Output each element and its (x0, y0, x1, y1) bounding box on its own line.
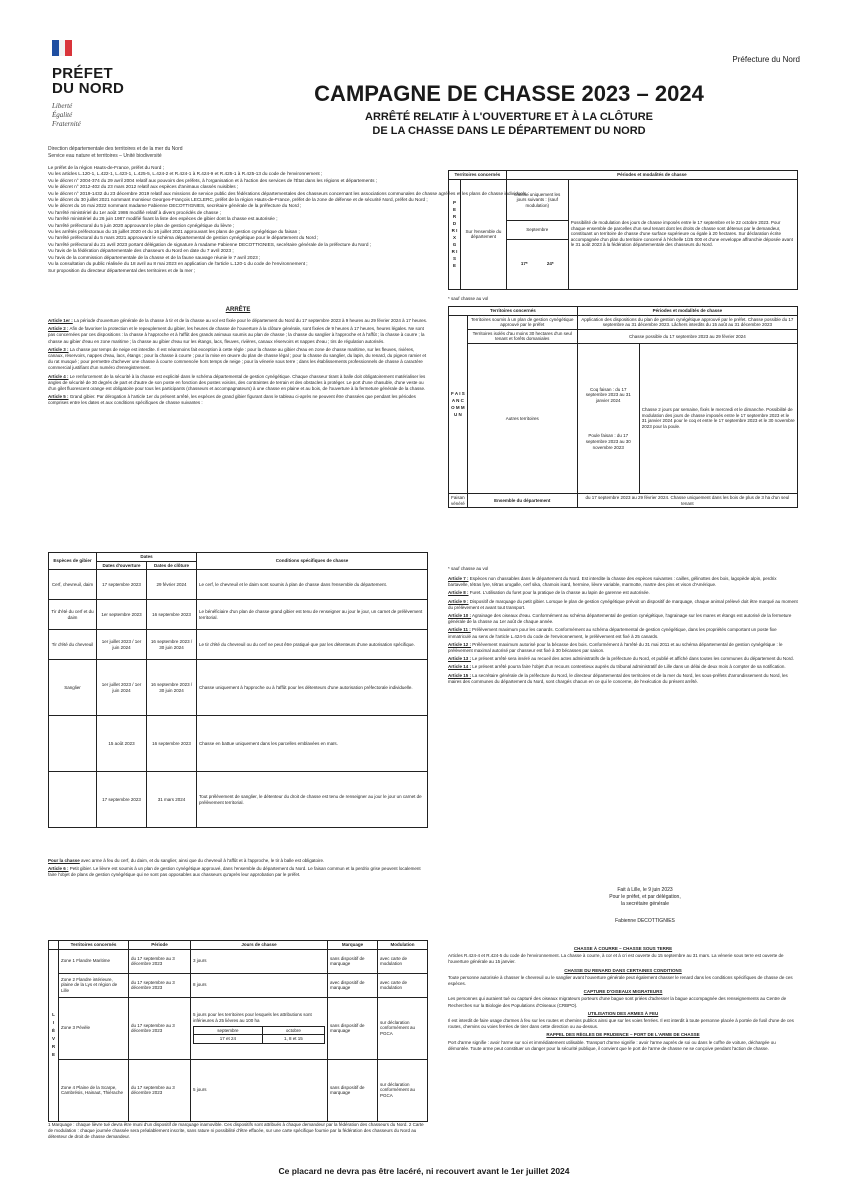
cell-text: sur déclaration conformément au PGCA (380, 1019, 416, 1036)
table-row (49, 630, 428, 660)
article-text: Espèces non chassables dans le département du Nord. Est interdite la chasse des espèces suivantes : cailles, gélinottes des bois, lagopède alpin, perdrix bartavelle, tétras lyre, tétras urogalle, cerf sika, chamois isard, hermine, lièvre variable, marmotte, martre des pins et vison d'Amérique. (448, 576, 777, 588)
arrete-heading: ARRÊTE (225, 307, 251, 313)
table-row (49, 949, 428, 973)
faisan-r3text: Chasse 2 jours par semaine, fixés le mercredi et le dimanche. Possibilité de modulation des jours de chasse imposés entre le 17 septembre 2023 et le 31 janvier 2024 pour le coq et entre le 17 septembre 2023 et le 30 novembre 2023 pour la poule. (639, 343, 797, 493)
cell-text: 5 jours (193, 1087, 207, 1093)
th-modulation: Modulation (378, 941, 428, 950)
faisan-poule: Poule faisan : du 17 septembre 2023 au 30 novembre 2023 (585, 433, 631, 450)
footer-notice: Ce placard ne devra pas être lacéré, ni recouvert avant le 1er juillet 2024 (278, 1166, 570, 1176)
article-heading: Article 6 : (48, 866, 69, 872)
articles-right (448, 576, 798, 884)
preamble-line: Vu les arrêtés préfectoraux du 15 juillet 2020 et du 16 juillet 2021 approuvant les plans de gestion cynégétique du faisan ; (48, 229, 300, 235)
perdrix-vertical-label: P E R D R I X G R I S E (449, 179, 461, 289)
article-heading: Article 14 : (448, 664, 472, 670)
section-text: Toute personne autorisée à chasser le chevreuil ou le sanglier avant l'ouverture générale peut également chasser le renard dans les conditions spécifiques de chasse de ces espèces. (448, 974, 793, 987)
table-cell: Tir d'été du cerf et du daim (49, 600, 97, 630)
article-paragraph (448, 656, 798, 662)
article-paragraph (448, 590, 798, 596)
cell-text: 8 jours (193, 982, 207, 988)
cell-text: 3 jours (193, 958, 207, 964)
marianne-logo (52, 40, 72, 56)
ddtm-line1: Direction départementale des territoires et de la mer du Nord (48, 146, 183, 152)
perdrix-text: Possibilité de modulation des jours de chasse imposés entre le 17 septembre et le 22 octobre 2023. Pour chaque ensemble de parcelles d'un seul tenant dont les droits de chasse sont détenus par le demandeur, constituant un territoire de chasse d'une surface supérieure ou égale à 20 hectares. Sur déclaration écrite accompagnée d'un plan du territoire concerné à l'échelle 1/25 000 et d'une enveloppe affranchie déposée avant le 31 août 2023 à la fédération départementale des chasseurs du Nord. (568, 179, 797, 289)
preamble-line: Vu le décret n° 2019-1432 du 23 décembre 2019 relatif aux missions de service public des fédérations départementales des chasseurs concernant les associations communales de chasse agréées et les plans de chasse individuels ; (48, 190, 529, 196)
cell-text: du 17 septembre au 3 décembre 2023 (131, 979, 175, 991)
table-cell (191, 1059, 328, 1121)
article-heading: Article 7 : (448, 576, 469, 581)
cell-text: avec carte de modulation (380, 979, 408, 991)
table-cell (129, 973, 191, 997)
article-paragraph (48, 866, 428, 878)
cell-text: du 17 septembre au 3 décembre 2023 (131, 1084, 175, 1096)
subtable-row (194, 1026, 325, 1035)
article-heading: Article 9 : (448, 598, 469, 604)
preamble-line: Vu l'arrêté préfectoral du 21 avril 2023 portant délégation de signature à madame Fabienne DECOTTIGNIES, secrétaire générale de la préfecture du Nord ; (48, 241, 372, 247)
article-text: Prélèvement maximum pour les canards. Conformément au schéma départemental de gestion cynégétique, dans les propriétés comportant un poste fixe immatriculé au sens de l'article L.424-5 du code de l'environnement, le prélèvement est fixé à 25 canards. (448, 627, 777, 639)
prefet-line1: PRÉFET (52, 65, 113, 82)
article-text: Furet. L'utilisation du furet pour la pratique de la chasse au lapin de garenne est autorisée. (468, 590, 650, 596)
article-text: Afin de favoriser la protection et le repeuplement du gibier, les heures de chasse de l'ouverture à la clôture générale, sont fixées de 9 heures à 17 heures, heures légales. Ne sont pas concernées par ces dispositions : la chasse à l'approche et à l'affût des grands animaux soumis au plan de chasse ; la chasse du sanglier à l'approche et à l'affût ; la chasse à courre ; la chasse au gibier d'eau en zone maritime ; la chasse au gibier d'eau sur les étangs, lacs, fleuves, rivières, canaux réservoirs et nappes d'eau ; tirs de régulation autorisés. (48, 326, 425, 344)
table-cell (328, 973, 378, 997)
table-cell (59, 997, 129, 1059)
th-dates: Dates (97, 553, 197, 562)
devise-egalite: Égalité (52, 111, 73, 119)
article-paragraph (448, 576, 798, 588)
cell-text: avec carte de modulation (380, 955, 408, 967)
prefecture-label: Préfecture du Nord (732, 55, 800, 64)
signature-name: Fabienne DECOTTIGNIES (615, 918, 675, 924)
perdrix-note: * sauf chasse au vol (448, 296, 489, 301)
subtable-row (194, 1035, 325, 1044)
faisan-r1a: Territoires soumis à un plan de gestion cynégétique approuvé par le préfet (467, 315, 577, 329)
table-cell (59, 949, 129, 973)
perdrix-jours: chasse uniquement les jours suivants : (sauf modulation) (506, 179, 568, 221)
preamble-line: Le préfet de la région Hauts-de-France, préfet du Nord ; (48, 165, 164, 170)
table-cell: 16 septembre 2023 (147, 600, 197, 630)
th-jours: Jours de chasse (191, 941, 328, 950)
page-title: CAMPAGNE DE CHASSE 2023 – 2024 (314, 81, 704, 106)
article-paragraph (448, 613, 798, 625)
preamble-line: Vu le décret du 16 mai 2022 nommant madame Fabienne DECOTTIGNIES, secrétaire générale de la préfecture du Nord ; (48, 203, 302, 209)
th-especes: Espèces de gibier (49, 553, 97, 570)
article-heading: Article 15 : (448, 672, 472, 678)
article-paragraph (448, 664, 798, 670)
faisan-coq: Coq faisan : du 17 septembre 2023 au 31 janvier 2024 (585, 386, 631, 403)
table-cell: 31 mars 2024 (147, 772, 197, 828)
table-cell: Tout prélèvement de sanglier, le détenteur du droit de chasse est tenu de renseigner au jour le jour un carnet de prélèvement territorial. (197, 772, 428, 828)
faisan-r1b: Application des dispositions du plan de gestion cynégétique approuvé par le préfet. Chasse possible du 17 septembre au 31 décembre 2023. Lâchers interdits du 15 août au 31 décembre 2023 (577, 315, 797, 329)
perdrix-day: 17* (520, 261, 528, 267)
cell-text: Zone 2 Flandre intérieure, plaine de la Lys et région de Lille (61, 976, 118, 993)
table-cell: Sanglier (49, 660, 97, 716)
lievre-vertical-label: L I È V R E (49, 949, 59, 1121)
faisan-r3a: Autres territoires (467, 343, 577, 493)
article-paragraph (48, 318, 428, 324)
faisan-table (448, 306, 798, 508)
article-heading: Article 5 : (48, 394, 69, 400)
devise-fraternite: Fraternité (52, 120, 81, 128)
articles-left-2 (48, 858, 428, 932)
article-text: La chasse par temps de neige est interdite. Il est néanmoins fait exception à cette règle : pour la chasse au gibier d'eau en zone de chasse maritime, sur les fleuves, rivières, canaux, réservoirs, nappes d'eau, lacs, étangs ; pour la chasse à courre ; pour la mise en œuvre du plan de chasse légal ; pour la chasse du sanglier, du lapin, du renard, du pigeon ramier et du rat musqué ; pour permettre d'achever une chasse à courre commencée hors temps de neige ; pour la vénerie sous terre ; dans les établissements professionnels de chasse à caractère commercial justifiant d'un numéro d'enregistrement. (48, 346, 427, 371)
article-text: Le présent arrêté pourra faire l'objet d'un recours contentieux auprès du tribunal administratif de Lille dans un délai de deux mois à compter de sa notification. (471, 664, 786, 670)
table-row (49, 570, 428, 600)
th-territoires: Territoires concernés (59, 941, 129, 950)
preamble-line: Vu les articles L.120-1, L.422-1, L.423-1, L.425-5, L.424-2 et R.424-1 à R.424-9 et R.425-1 à R.425-13 du code de l'environnement ; (48, 171, 323, 177)
cell-text: Zone 1 Flandre Maritime (61, 958, 111, 964)
table-cell: 17 septembre 2023 (97, 772, 147, 828)
article-paragraph (48, 858, 428, 864)
cell-text: du 17 septembre au 3 décembre 2023 (131, 1022, 175, 1034)
table-cell (59, 1059, 129, 1121)
prefet-line2: DU NORD (52, 80, 125, 97)
article-text: avec arme à feu du cerf, du daim, et du sanglier, ainsi que du chevreuil à l'affût et à l'approche, le tir à balle est obligatoire. (79, 858, 325, 863)
table-cell: Chasse uniquement à l'approche ou à l'affût pour les détenteurs d'une autorisation préfectorale individuelle. (197, 660, 428, 716)
preamble-line: Vu l'arrêté ministériel du 26 juin 1987 modifié fixant la liste des espèces de gibier dont la chasse est autorisée ; (48, 216, 278, 222)
section-heading: RAPPEL DES RÈGLES DE PRUDENCE – PORT DE L'ARME DE CHASSE (546, 1032, 700, 1038)
section-text: Port d'arme signifie : avoir l'arme sur soi et immédiatement utilisable. Transport d'arme signifie : avoir l'arme auprès de soi ou dans le coffre de voiture, déchargée ou démontée. Toute arme peut constituer un danger pour la sécurité publique, il convient que le port de l'arme de chasse ne se conçoive pendant l'action de chasse. (448, 1039, 776, 1051)
table-row (49, 772, 428, 828)
table-cell (129, 949, 191, 973)
th-faisan-periodes: Périodes et modalités de chasse (577, 307, 797, 316)
cell-text: du 17 septembre au 3 décembre 2023 (131, 955, 175, 967)
table-cell (191, 973, 328, 997)
table-cell (129, 997, 191, 1059)
table-cell: 1er juillet 2023 / 1er juin 2024 (97, 660, 147, 716)
table-row (49, 600, 428, 630)
perdrix-table (448, 170, 798, 290)
table-cell: Tir d'été du chevreuil (49, 630, 97, 660)
table-cell: 16 septembre 2023 / 30 juin 2024 (147, 660, 197, 716)
table-cell: Le tir d'été du chevreuil ou du cerf ne peut être pratiqué que par les détenteurs d'une autorisation spécifique. (197, 630, 428, 660)
grand-gibier-table (48, 552, 428, 828)
signature-date: Fait à Lille, le 9 juin 2023 (617, 887, 673, 893)
table-cell (49, 772, 97, 828)
faisan-r2a: Territoires isolés d'au moins 30 hectares d'un seul tenant et forêts domaniales (467, 329, 577, 343)
signature-line1: Pour le préfet, et par délégation, (609, 894, 681, 900)
table-cell: Le bénéficiaire d'un plan de chasse grand gibier est tenu de renseigner au jour le jour, un carnet de prélèvement territorial. (197, 600, 428, 630)
article-heading: Article 8 : (448, 590, 469, 596)
subtable-cell: 17 et 24 (194, 1035, 263, 1044)
table-cell (378, 997, 428, 1059)
table-row (49, 973, 428, 997)
th-perdrix-territoires: Territoires concernés (449, 171, 507, 180)
article-text: Petit gibier. Le lièvre est soumis à un plan de gestion cynégétique approuvé, dans l'ensemble du département du Nord. Le faisan commun et la perdrix grise peuvent localement faire l'objet de plans de gestion cynégétique qui ne sont pas opposables aux chasseurs qu'après leur approbation par le préfet. (48, 866, 421, 878)
table-cell: Le cerf, le chevreuil et le daim sont soumis à plan de chasse dans l'ensemble du département. (197, 570, 428, 600)
faisan-r4b: Ensemble du département (467, 493, 577, 507)
th-perdrix-periodes: Périodes et modalités de chasse (506, 171, 797, 180)
table-row (49, 716, 428, 772)
table-cell: 1er juillet 2023 / 1er juin 2024 (97, 630, 147, 660)
cell-text: Zone 4 Plaine de la Scarpe, Cambrésis, Hainaut, Thiérache (61, 1084, 123, 1096)
table-cell (49, 716, 97, 772)
cell-text: sur déclaration conformément au PGCA (380, 1081, 416, 1098)
faisan-coq-poule (577, 343, 639, 493)
faisan-r4a: Faisan vénéré (449, 493, 468, 507)
article-heading: Article 10 : (448, 613, 472, 619)
table-row (49, 1059, 428, 1121)
articles-left (48, 318, 428, 506)
article-heading: Article 11 : (448, 627, 471, 633)
devise-liberte: Liberté (52, 102, 73, 110)
table-cell (191, 997, 328, 1059)
table-cell (328, 1059, 378, 1121)
section-heading: UTILISATION DES ARMES À FEU (587, 1010, 659, 1016)
th-marquage: Marquage (328, 941, 378, 950)
article-heading: Article 12 : (448, 641, 472, 647)
article-paragraph (448, 599, 798, 611)
article-heading: Article 2 : (48, 326, 69, 332)
preamble-line: Vu la consultation du public réalisée du 18 avril au 8 mai 2023 en application de l'article L.120-1 du code de l'environnement ; (48, 261, 308, 267)
article-heading: Article 1er : (48, 318, 73, 323)
notes-bottom: 1 Marquage : chaque lièvre tué devra être muni d'un dispositif de marquage inamovible. Ces dispositifs sont attribués à chaque demandeur par la fédération des chasseurs du Nord. 2 Carte de modulation : chaque journée chassée sera préalablement inscrite, sans rature ni possibilité d'être effacée, sur une carte spécifique fournie par la fédération des chasseurs du Nord au détenteur de droit de chasse demandeur. (48, 1122, 424, 1140)
article-heading: Article 3 : (48, 346, 69, 352)
subtitle-line1: ARRÊTÉ RELATIF À L'OUVERTURE ET À LA CLÔTURE (365, 111, 653, 123)
table-cell (378, 973, 428, 997)
table-cell: 1er septembre 2023 (97, 600, 147, 630)
preamble-line: Vu l'arrêté préfectoral du 5 mars 2021 approuvant le schéma départemental de gestion cynégétique pour le département du Nord ; (48, 235, 319, 241)
page-subtitle (0, 110, 848, 138)
article-text: Dispositif de marquage du petit gibier. Lorsque le plan de gestion cynégétique prévoit un dispositif de marquage, chaque animal prélevé doit être marqué au moment du prélèvement et avant tout transport. (448, 598, 798, 610)
faisan-r2b: Chasse possible du 17 septembre 2023 au 29 février 2024 (577, 329, 797, 343)
faisan-vertical-label: F A I S A N C O M M U N (449, 315, 468, 493)
subtable-cell: 1, 8 et 15 (262, 1035, 324, 1044)
article-text: Le renforcement de la sécurité à la chasse est explicité dans le schéma départemental de gestion cynégétique. Chaque chasseur tirant à balle doit obligatoirement matérialiser les angles de sécurité de 30 degrés de part et d'autre de son poste en fonction des postes voisins, des contraintes de terrain et des obstacles à protéger. Le port d'une chasuble, d'une veste ou d'un gilet fluorescent orange est obligatoire pour tous les participants (chasseurs et accompagnateurs) à une chasse en plaine et au bois, de l'ouverture à la fermeture générale de la chasse. (48, 373, 426, 392)
article-text: Prélèvement maximum autorisé pour la bécasse des bois. Conformément à l'arrêté du 31 mai 2011 et au schéma départemental de gestion cynégétique : le prélèvement maximal autorisé par chasseur est fixé à 30 bécasses par saison. (448, 641, 783, 654)
th-cloture: Dates de clôture (147, 561, 197, 570)
perdrix-month: Septembre (506, 221, 568, 239)
subtable-cell: octobre (262, 1026, 324, 1035)
th-blank (49, 941, 59, 950)
signature-block (590, 887, 700, 925)
perdrix-row-label: Sur l'ensemble du département (461, 179, 507, 289)
preamble-line: Vu le décret n° 2004-374 du 29 avril 2004 relatif aux pouvoirs des préfets, à l'organisation et à l'action des services de l'État dans les régions et départements ; (48, 177, 378, 183)
preamble-line: Vu l'arrêté ministériel du 1er août 1986 modifié relatif à divers procédés de chasse ; (48, 209, 221, 215)
th-ouverture: Dates d'ouverture (97, 561, 147, 570)
table-cell: 15 août 2023 (97, 716, 147, 772)
preamble-line: Vu l'avis de la fédération départementale des chasseurs du Nord en date du 7 avril 2023 ; (48, 248, 234, 254)
table-cell (378, 1059, 428, 1121)
article-heading: Article 13 : (448, 656, 472, 662)
section-text: Il est interdit de faire usage d'armes à feu sur les routes et chemins publics ainsi que sur les voies ferrées. Il est interdit à toute personne placée à portée de fusil d'une de ces routes, chemins ou voies ferrées de tirer dans cette direction ou au-dessus. (448, 1018, 794, 1030)
article-paragraph (448, 642, 798, 654)
article-paragraph (48, 326, 428, 345)
article-text: Le présent arrêté sera inséré au recueil des actes administratifs de la préfecture du Nord, et publié et affiché dans toutes les communes du département du Nord. (471, 656, 794, 662)
article-paragraph (48, 374, 428, 393)
cell-text: 5 jours pour les territoires pour lesquels les attributions sont inférieures à 25 lièvres au 100 ha (193, 1012, 312, 1023)
article-paragraph (448, 673, 798, 685)
faisan-r4c: du 17 septembre 2023 au 29 février 2024. Chasse uniquement dans les bois de plus de 3 ha d'un seul tenant (577, 493, 797, 507)
section-heading: CAPTURE D'OISEAUX MIGRATEURS (583, 989, 663, 995)
article-text: Grand gibier. Par dérogation à l'article 1er du présent arrêté, les espèces de grand gibier figurant dans le tableau ci-après ne peuvent être chassées que pendant les périodes comprises entre les dates et aux conditions spécifiques de chasse suivantes : (48, 394, 416, 406)
table-row (49, 660, 428, 716)
table-cell: 29 février 2024 (147, 570, 197, 600)
lievre-days-subtable (193, 1026, 325, 1044)
section-heading: CHASSE À COURRE – CHASSE SOUS TERRE (573, 946, 673, 951)
table-cell: 16 septembre 2023 (147, 716, 197, 772)
table-cell (59, 973, 129, 997)
cell-text: sans dispositif de marquage (330, 1084, 365, 1096)
bottom-sections (448, 944, 798, 1162)
table-cell (129, 1059, 191, 1121)
article-text: Agrainage des oiseaux d'eau. Conformément au schéma départemental de gestion cynégétique, l'agrainage sur les mares et étangs est autorisé de la fermeture générale de la chasse au 1er août de chaque année. (448, 613, 792, 625)
perdrix-day: 24* (546, 261, 554, 267)
table-cell (378, 949, 428, 973)
cell-text: sans dispositif de marquage (330, 1022, 365, 1034)
preamble-line: Vu le décret du 30 juillet 2021 nommant monsieur Georges-François LECLERC, préfet de la région Hauts-de-France, préfet de la zone de défense et de sécurité Nord, préfet du Nord ; (48, 197, 428, 203)
article-heading: Pour la chasse (48, 858, 80, 863)
signature-line2: la secrétaire générale (620, 901, 670, 907)
article-text: La période d'ouverture générale de la chasse à tir et de la chasse au vol est fixée pour le département du Nord du 17 septembre 2023 à 9 heures au 29 février 2024 à 17 heures. (72, 318, 428, 323)
table-row (49, 997, 428, 1059)
th-faisan-territoires: Territoires concernés (449, 307, 578, 316)
preamble-line: Vu l'avis de la commission départementale de la chasse et de la faune sauvage réunie le 7 avril 2023 ; (48, 254, 261, 260)
table-cell: Cerf, chevreuil, daim (49, 570, 97, 600)
table-cell: 17 septembre 2023 (97, 570, 147, 600)
preamble-line: Sur proposition du directeur départemental des territoires et de la mer ; (48, 267, 196, 273)
table-cell: 16 septembre 2023 / 30 juin 2024 (147, 630, 197, 660)
faisan-note: * sauf chasse au vol (448, 566, 489, 571)
lievre-table (48, 940, 428, 1122)
section-text: Articles R.424-4 et R.424-5 du code de l'environnement. La chasse à courre, à cor et à cri est ouverte du 15 septembre au 31 mars. La vénerie sous terre est ouverte de l'ouverture générale au 15 janvier. (448, 953, 784, 965)
preamble-line: Vu l'arrêté préfectoral du 5 juin 2020 approuvant le plan de gestion cynégétique du lièvre ; (48, 222, 235, 228)
article-paragraph (48, 347, 428, 372)
article-text: La secrétaire générale de la préfecture du Nord, le directeur départemental des territoires et de la mer du Nord, les sous-préfets d'arrondissement du Nord, les maires des communes du département du Nord, sont chargés chacun en ce qui le concerne, de l'exécution du présent arrêté. (448, 672, 788, 684)
article-paragraph (448, 627, 798, 639)
table-cell: Chasse en battue uniquement dans les parcelles emblavées en maïs. (197, 716, 428, 772)
ddtm-line2: Service eau nature et territoires – Unité biodiversité (48, 152, 162, 159)
table-cell (328, 949, 378, 973)
perdrix-days (506, 239, 568, 289)
cell-text: sans dispositif de marquage (330, 955, 365, 967)
service-header (48, 146, 183, 159)
th-periode: Période (129, 941, 191, 950)
cell-text: avec dispositif de marquage (330, 979, 365, 991)
article-paragraph (48, 394, 428, 406)
table-cell (191, 949, 328, 973)
cell-text: Zone 3 Pévèle (61, 1025, 91, 1031)
th-conditions: Conditions spécifiques de chasse (197, 553, 428, 570)
section-heading: CHASSE DU RENARD DANS CERTAINES CONDITIONS (564, 967, 682, 973)
preamble-line: Vu le décret n° 2012-402 du 23 mars 2012 relatif aux espèces d'animaux classés nuisibles ; (48, 184, 239, 190)
subtable-cell: septembre (194, 1026, 263, 1035)
subtitle-line2: DE LA CHASSE DANS LE DÉPARTEMENT DU NORD (372, 125, 646, 137)
section-text: Les personnes qui auraient tué ou capturé des oiseaux migrateurs porteurs d'une bague sont priées d'adresser la bague accompagnée des renseignements au Centre de Recherches sur la Biologie des Populations d'Oiseaux (CRBPO). (448, 996, 787, 1008)
article-heading: Article 4 : (48, 373, 69, 379)
table-cell (328, 997, 378, 1059)
